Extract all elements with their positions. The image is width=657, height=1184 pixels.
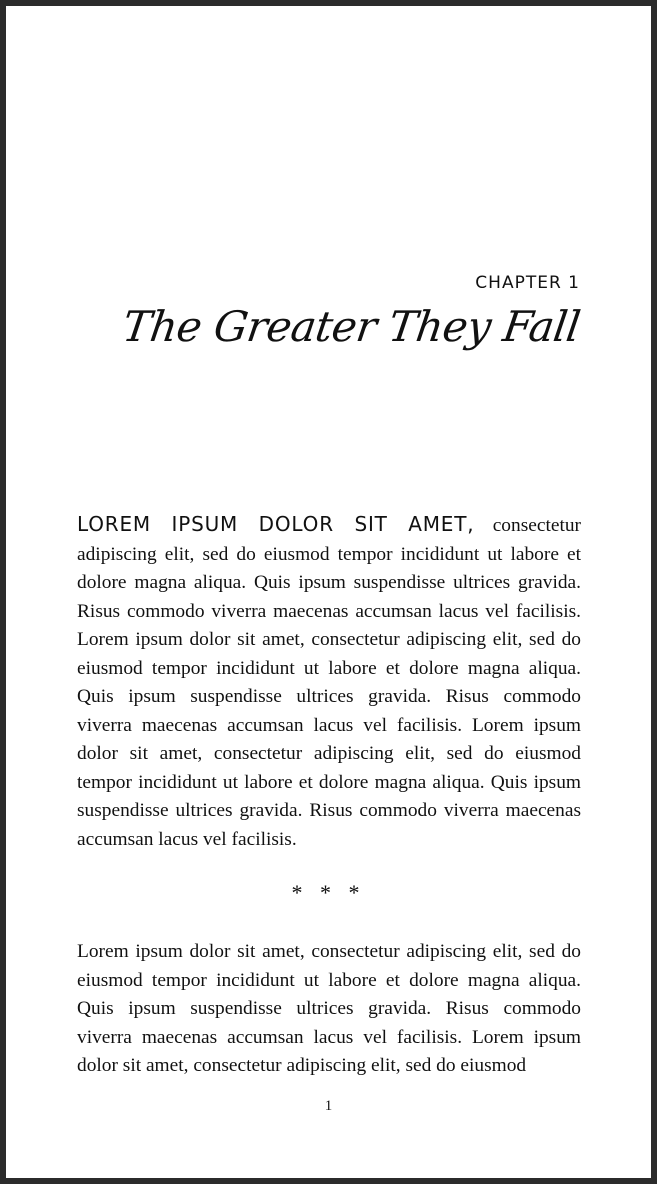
page-number: 1 (324, 1098, 333, 1114)
body-paragraph-2: Lorem ipsum dolor sit amet, consectetur adipiscing elit, sed do eiusmod tempor incididunt ut labore et dolore magna aliqua. Quis ipsum suspendisse ultrices gravida. Risus commodo viverra maecenas accumsan lacus vel facilisis. Lorem ipsum dolor sit amet, consectetur adipiscing elit, sed do eiusmod (77, 941, 581, 1076)
chapter-label: CHAPTER 1 (475, 273, 580, 293)
chapter-title: The Greater They Fall (119, 302, 584, 351)
paragraph-1-text: consectetur adipiscing elit, sed do eiusmod tempor incididunt ut labore et dolore magna aliqua. Quis ipsum suspendisse ultrices gravida. Risus commodo viverra maecenas accumsan lacus vel facilisis. Lorem ipsum dolor sit amet, consectetur adipiscing elit, sed do eiusmod tempor incididunt ut labore et dolore magna aliqua. Quis ipsum suspendisse ultrices gravida. Risus commodo viverra maecenas accumsan lacus vel facilisis. Lorem ipsum dolor sit amet, consectetur adipiscing elit, sed do eiusmod tempor incididunt ut labore et dolore magna aliqua. Quis ipsum suspendisse ultrices gravida. Risus commodo viverra maecenas accumsan lacus vel facilisis. (77, 515, 581, 850)
book-page (6, 6, 651, 1178)
scene-break: * * * (291, 880, 366, 905)
body-paragraph-1 (77, 510, 581, 854)
lead-in-small-caps: LOREM IPSUM DOLOR SIT AMET, (77, 512, 475, 536)
